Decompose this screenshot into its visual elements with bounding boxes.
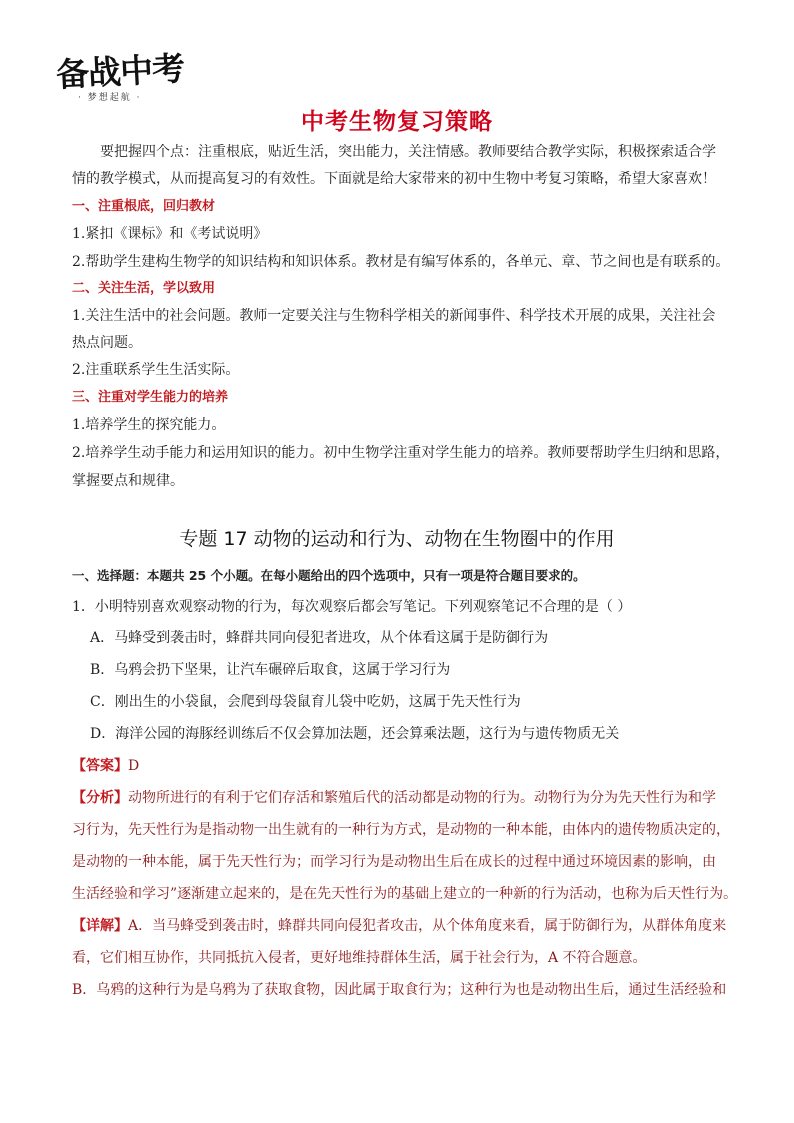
section-2-item-2: 2.注重联系学生生活实际。 [72, 362, 240, 378]
section-heading-1: 一、注重根底，回归教材 [72, 199, 216, 214]
answer-tag: 【答案】 [72, 758, 128, 774]
logo-subtitle: · 梦想起航 · [78, 93, 142, 103]
logo-text: 备战中考 [55, 48, 186, 95]
section-1-item-2: 2.帮助学生建构生物学的知识结构和知识体系。教材是有编写体系的，各单元、章、节之间也是有联系的。 [72, 254, 730, 270]
section-heading-3: 三、注重对学生能力的培养 [72, 390, 229, 405]
section-3-item-2-cont: 掌握要点和规律。 [72, 473, 184, 489]
answer-value: D [128, 758, 140, 774]
section-3-item-1: 1.培养学生的探究能力。 [72, 417, 226, 433]
section-2-item-1-cont: 热点问题。 [72, 335, 142, 351]
detail-text-1: A．当马蜂受到袭击时，蜂群共同向侵犯者攻击，从个体角度来看，属于防御行为，从群体角度来 [128, 918, 727, 934]
detail-line-1 [72, 916, 737, 936]
option-c: C．刚出生的小袋鼠，会爬到母袋鼠育儿袋中吃奶，这属于先天性行为 [90, 694, 521, 710]
answer-line [72, 756, 737, 776]
section-heading-2: 二、关注生活，学以致用 [72, 281, 216, 296]
topic-title: 专题 17 动物的运动和行为、动物在生物圈中的作用 [179, 528, 615, 550]
intro-line-1: 要把握四个点：注重根底，贴近生活，突出能力，关注情感。教师要结合教学实际，积极探索适合学 [100, 144, 716, 160]
analysis-text-1: 动物所进行的有利于它们存活和繁殖后代的活动都是动物的行为。动物行为分为先天性行为和学 [128, 790, 716, 806]
option-b: B．乌鸦会扔下坚果，让汽车碾碎后取食，这属于学习行为 [90, 662, 451, 678]
question-section-heading: 一、选择题：本题共 25 个小题。在每小题给出的四个选项中，只有一项是符合题目要求的。 [72, 568, 586, 583]
analysis-line-1 [72, 788, 737, 808]
section-2-item-1: 1.关注生活中的社会问题。教师一定要关注与生物科学相关的新闻事件、科学技术开展的成果，关注社会 [72, 308, 716, 324]
page-title: 中考生物复习策略 [301, 109, 493, 135]
analysis-tag: 【分析】 [72, 790, 128, 806]
brand-logo [52, 40, 212, 112]
detail-line-2: 看，它们相互协作，共同抵抗入侵者，更好地维持群体生活，属于社会行为，A 不符合题意。 [72, 950, 647, 966]
option-a: A．马蜂受到袭击时，蜂群共同向侵犯者进攻，从个体看这属于是防御行为 [90, 630, 549, 646]
question-stem: 1．小明特别喜欢观察动物的行为，每次观察后都会写笔记。下列观察笔记不合理的是（ ） [72, 599, 632, 615]
section-3-item-2: 2.培养学生动手能力和运用知识的能力。初中生物学注重对学生能力的培养。教师要帮助学生归纳和思路， [72, 445, 730, 461]
analysis-line-4: 生活经验和学习”逐渐建立起来的，是在先天性行为的基础上建立的一种新的行为活动，也称为后天性行为。 [72, 886, 738, 902]
section-1-item-1: 1.紧扣《课标》和《考试说明》 [72, 226, 268, 242]
option-d: D．海洋公园的海豚经训练后不仅会算加法题，还会算乘法题，这行为与遗传物质无关 [90, 726, 620, 742]
analysis-line-3: 是动物的一种本能，属于先天性行为；而学习行为是动物出生后在成长的过程中通过环境因素的影响，由 [72, 854, 716, 870]
detail-line-3: B．乌鸦的这种行为是乌鸦为了获取食物，因此属于取食行为；这种行为也是动物出生后，通过生活经验和 [72, 982, 727, 998]
analysis-line-2: 习行为，先天性行为是指动物一出生就有的一种行为方式，是动物的一种本能，由体内的遗传物质决定的， [72, 822, 730, 838]
detail-tag: 【详解】 [72, 918, 128, 934]
intro-line-2: 情的教学模式，从而提高复习的有效性。下面就是给大家带来的初中生物中考复习策略，希望大家喜欢！ [72, 171, 716, 187]
